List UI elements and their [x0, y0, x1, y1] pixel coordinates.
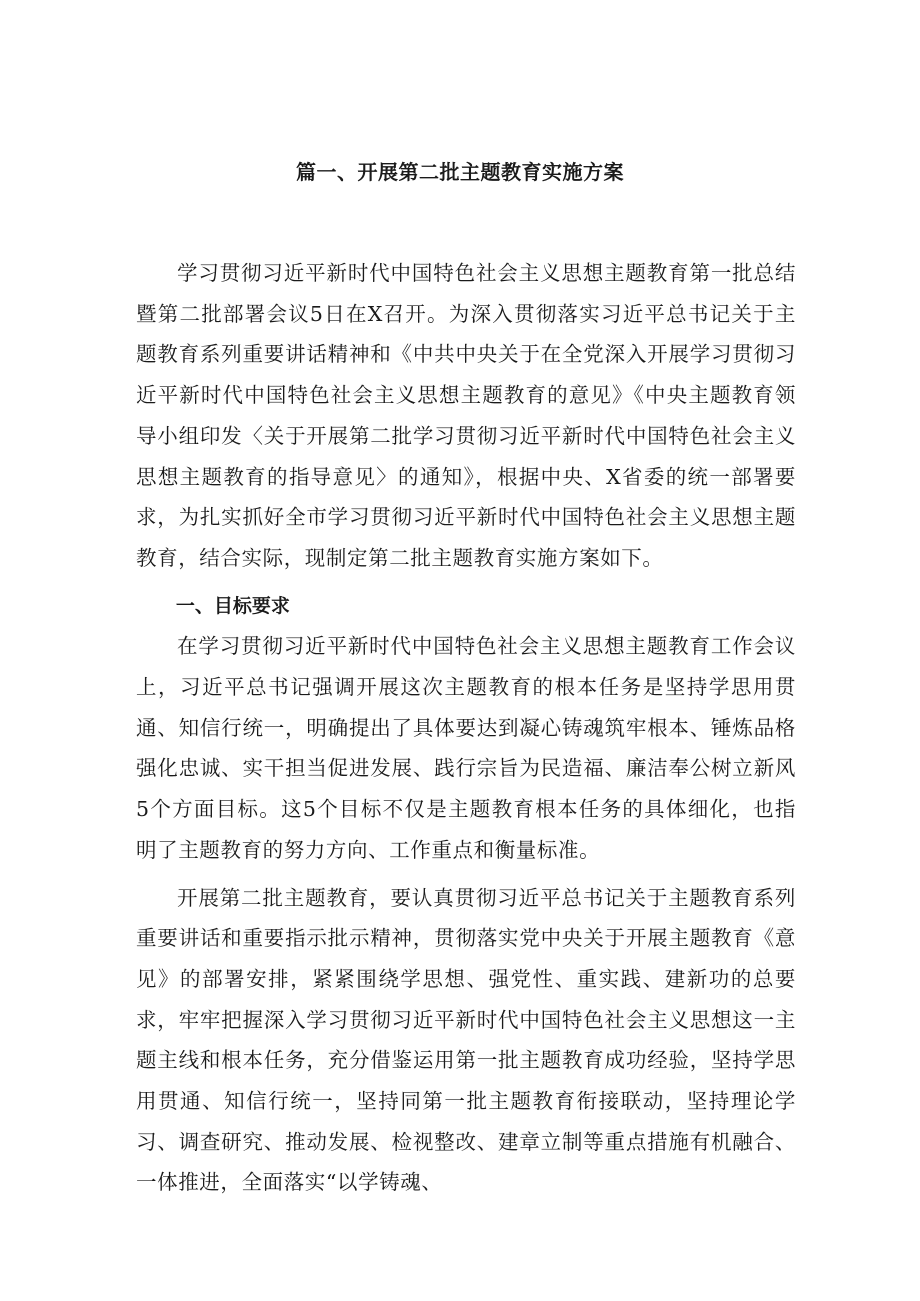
section-heading-goals: 一、目标要求: [175, 594, 290, 617]
goals-paragraph: 在学习贯彻习近平新时代中国特色社会主义思想主题教育工作会议上，习近平总书记强调开展这次主题教育的根本任务是坚持学思用贯通、知信行统一，明确提出了具体要达到凝心铸魂筑牢根本、锤炼品格强化忠诚、实干担当促进发展、践行宗旨为民造福、廉洁奉公树立新风5个方面目标。这5个目标不仅是主题教育根本任务的具体细化，也指明了主题教育的努力方向、工作重点和衡量标准。: [136, 634, 796, 862]
document-title: 篇一、开展第二批主题教育实施方案: [296, 160, 624, 184]
intro-paragraph: 学习贯彻习近平新时代中国特色社会主义思想主题教育第一批总结暨第二批部署会议5日在X召开。为深入贯彻落实习近平总书记关于主题教育系列重要讲话精神和《中共中央关于在全党深入开展学习贯彻习近平新时代中国特色社会主义思想主题教育的意见》《中央主题教育领导小组印发〈关于开展第二批学习贯彻习近平新时代中国特色社会主义思想主题教育的指导意见〉的通知》，根据中央、X省委的统一部署要求，为扎实抓好全市学习贯彻习近平新时代中国特色社会主义思想主题教育，结合实际，现制定第二批主题教育实施方案如下。: [136, 261, 796, 570]
document-body: [136, 253, 796, 1203]
second-batch-paragraph: 开展第二批主题教育，要认真贯彻习近平总书记关于主题教育系列重要讲话和重要指示批示精神，贯彻落实党中央关于开展主题教育《意见》的部署安排，紧紧围绕学思想、强党性、重实践、建新功的总要求，牢牢把握深入学习贯彻习近平新时代中国特色社会主义思想这一主题主线和根本任务，充分借鉴运用第一批主题教育成功经验，坚持学思用贯通、知信行统一，坚持同第一批主题教育衔接联动，坚持理论学习、调查研究、推动发展、检视整改、建章立制等重点措施有机融合、一体推进，全面落实“以学铸魂、: [136, 885, 796, 1195]
